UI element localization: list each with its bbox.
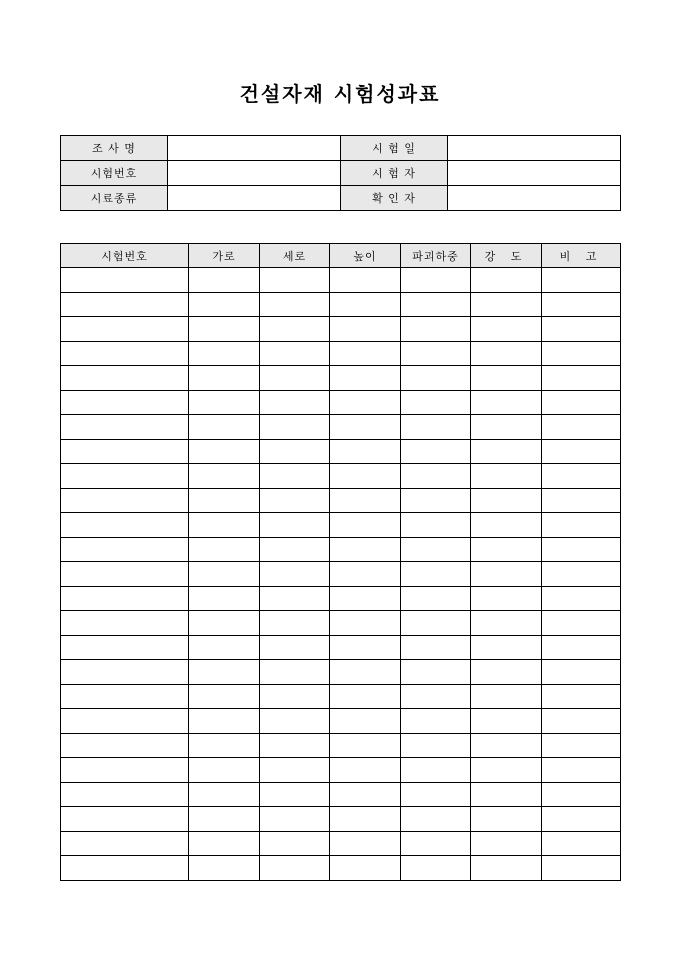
table-cell[interactable] [471, 317, 542, 342]
table-cell[interactable] [471, 488, 542, 513]
table-cell[interactable] [401, 635, 471, 660]
table-cell[interactable] [542, 317, 621, 342]
table-cell[interactable] [542, 856, 621, 881]
table-cell[interactable] [471, 684, 542, 709]
table-row [61, 292, 621, 317]
table-cell[interactable] [189, 415, 260, 440]
table-cell[interactable] [401, 856, 471, 881]
table-cell[interactable] [401, 341, 471, 366]
table-cell[interactable] [189, 464, 260, 489]
table-cell[interactable] [471, 807, 542, 832]
table-cell[interactable] [401, 464, 471, 489]
table-cell[interactable] [330, 611, 401, 636]
table-cell[interactable] [330, 390, 401, 415]
table-cell[interactable] [401, 831, 471, 856]
table-cell[interactable] [61, 660, 189, 685]
table-cell[interactable] [189, 831, 260, 856]
table-cell[interactable] [260, 733, 330, 758]
table-cell[interactable] [260, 390, 330, 415]
survey-name-field[interactable] [168, 136, 341, 161]
table-cell[interactable] [189, 635, 260, 660]
table-cell[interactable] [542, 390, 621, 415]
table-cell[interactable] [542, 758, 621, 783]
table-cell[interactable] [330, 464, 401, 489]
table-row [61, 611, 621, 636]
table-cell[interactable] [61, 831, 189, 856]
table-cell[interactable] [471, 831, 542, 856]
table-cell[interactable] [471, 660, 542, 685]
table-cell[interactable] [542, 366, 621, 391]
table-cell[interactable] [401, 586, 471, 611]
table-cell[interactable] [260, 268, 330, 293]
table-cell[interactable] [260, 292, 330, 317]
table-cell[interactable] [260, 856, 330, 881]
tester-label: 시 험 자 [341, 161, 448, 186]
column-header-strength: 강 도 [471, 244, 542, 268]
table-cell[interactable] [330, 562, 401, 587]
table-cell[interactable] [471, 709, 542, 734]
table-cell[interactable] [61, 317, 189, 342]
table-row [61, 709, 621, 734]
table-cell[interactable] [189, 537, 260, 562]
table-row [61, 341, 621, 366]
results-header-row [61, 244, 621, 268]
table-cell[interactable] [260, 611, 330, 636]
table-row [61, 488, 621, 513]
results-table [60, 243, 621, 881]
table-cell[interactable] [189, 366, 260, 391]
table-cell[interactable] [61, 292, 189, 317]
table-cell[interactable] [61, 390, 189, 415]
table-cell[interactable] [189, 317, 260, 342]
table-cell[interactable] [189, 782, 260, 807]
table-cell[interactable] [260, 586, 330, 611]
table-cell[interactable] [61, 562, 189, 587]
table-cell[interactable] [542, 464, 621, 489]
table-cell[interactable] [260, 488, 330, 513]
table-cell[interactable] [542, 635, 621, 660]
table-cell[interactable] [330, 709, 401, 734]
table-cell[interactable] [471, 292, 542, 317]
table-cell[interactable] [401, 292, 471, 317]
table-cell[interactable] [330, 856, 401, 881]
table-cell[interactable] [401, 733, 471, 758]
table-cell[interactable] [260, 635, 330, 660]
table-cell[interactable] [189, 513, 260, 538]
table-cell[interactable] [471, 782, 542, 807]
table-cell[interactable] [260, 758, 330, 783]
table-cell[interactable] [260, 464, 330, 489]
table-cell[interactable] [61, 586, 189, 611]
sample-type-field[interactable] [168, 186, 341, 211]
table-cell[interactable] [471, 733, 542, 758]
table-cell[interactable] [61, 635, 189, 660]
table-cell[interactable] [260, 513, 330, 538]
table-cell[interactable] [401, 415, 471, 440]
table-cell[interactable] [189, 562, 260, 587]
table-cell[interactable] [542, 562, 621, 587]
table-cell[interactable] [401, 709, 471, 734]
table-cell[interactable] [61, 807, 189, 832]
table-cell[interactable] [542, 733, 621, 758]
table-cell[interactable] [330, 807, 401, 832]
table-cell[interactable] [471, 341, 542, 366]
table-cell[interactable] [471, 513, 542, 538]
table-row [61, 635, 621, 660]
test-number-field[interactable] [168, 161, 341, 186]
table-cell[interactable] [330, 415, 401, 440]
table-cell[interactable] [189, 807, 260, 832]
table-cell[interactable] [260, 439, 330, 464]
table-cell[interactable] [260, 782, 330, 807]
table-cell[interactable] [401, 366, 471, 391]
table-cell[interactable] [330, 831, 401, 856]
table-cell[interactable] [260, 684, 330, 709]
table-cell[interactable] [61, 733, 189, 758]
table-row [61, 268, 621, 293]
table-cell[interactable] [401, 562, 471, 587]
table-cell[interactable] [330, 268, 401, 293]
table-cell[interactable] [61, 415, 189, 440]
table-cell[interactable] [542, 782, 621, 807]
table-cell[interactable] [260, 537, 330, 562]
tester-field[interactable] [448, 161, 621, 186]
table-cell[interactable] [189, 341, 260, 366]
table-cell[interactable] [401, 660, 471, 685]
column-header-remarks: 비 고 [542, 244, 621, 268]
test-number-label: 시험번호 [61, 161, 168, 186]
table-row [61, 586, 621, 611]
test-date-label: 시 험 일 [341, 136, 448, 161]
table-row [61, 390, 621, 415]
table-cell[interactable] [330, 341, 401, 366]
table-cell[interactable] [471, 464, 542, 489]
table-cell[interactable] [330, 488, 401, 513]
table-cell[interactable] [260, 415, 330, 440]
table-cell[interactable] [330, 733, 401, 758]
table-cell[interactable] [61, 366, 189, 391]
table-cell[interactable] [330, 366, 401, 391]
table-row [61, 660, 621, 685]
table-cell[interactable] [189, 758, 260, 783]
table-row [61, 758, 621, 783]
table-cell[interactable] [401, 807, 471, 832]
table-row [61, 684, 621, 709]
table-cell[interactable] [330, 758, 401, 783]
test-date-field[interactable] [448, 136, 621, 161]
table-cell[interactable] [542, 341, 621, 366]
table-cell[interactable] [542, 831, 621, 856]
confirmer-label: 확 인 자 [341, 186, 448, 211]
table-cell[interactable] [330, 660, 401, 685]
column-header-breaking-load: 파괴하중 [401, 244, 471, 268]
table-cell[interactable] [61, 439, 189, 464]
table-cell[interactable] [401, 317, 471, 342]
table-row [61, 831, 621, 856]
table-cell[interactable] [189, 856, 260, 881]
sample-type-label: 시료종류 [61, 186, 168, 211]
table-cell[interactable] [542, 660, 621, 685]
table-cell[interactable] [471, 390, 542, 415]
table-row [61, 782, 621, 807]
table-cell[interactable] [401, 488, 471, 513]
table-cell[interactable] [61, 684, 189, 709]
table-cell[interactable] [260, 562, 330, 587]
table-cell[interactable] [542, 488, 621, 513]
table-cell[interactable] [189, 292, 260, 317]
table-cell[interactable] [189, 611, 260, 636]
table-cell[interactable] [330, 635, 401, 660]
confirmer-field[interactable] [448, 186, 621, 211]
table-row [61, 807, 621, 832]
column-header-length: 세로 [260, 244, 330, 268]
table-cell[interactable] [330, 684, 401, 709]
table-cell[interactable] [471, 586, 542, 611]
table-cell[interactable] [61, 464, 189, 489]
table-cell[interactable] [401, 758, 471, 783]
table-cell[interactable] [471, 415, 542, 440]
table-cell[interactable] [61, 513, 189, 538]
table-row [61, 562, 621, 587]
table-cell[interactable] [401, 513, 471, 538]
table-cell[interactable] [189, 709, 260, 734]
table-row [61, 415, 621, 440]
column-header-width: 가로 [189, 244, 260, 268]
table-cell[interactable] [189, 733, 260, 758]
table-row [61, 439, 621, 464]
table-cell[interactable] [189, 684, 260, 709]
table-cell[interactable] [260, 317, 330, 342]
table-cell[interactable] [61, 268, 189, 293]
table-row [61, 537, 621, 562]
table-cell[interactable] [471, 562, 542, 587]
table-cell[interactable] [61, 758, 189, 783]
table-cell[interactable] [61, 537, 189, 562]
table-cell[interactable] [260, 709, 330, 734]
table-cell[interactable] [61, 709, 189, 734]
table-cell[interactable] [61, 341, 189, 366]
table-row [61, 513, 621, 538]
table-row [61, 733, 621, 758]
table-cell[interactable] [189, 268, 260, 293]
table-cell[interactable] [61, 782, 189, 807]
table-cell[interactable] [471, 758, 542, 783]
table-cell[interactable] [330, 317, 401, 342]
table-cell[interactable] [330, 586, 401, 611]
table-cell[interactable] [189, 439, 260, 464]
column-header-height: 높이 [330, 244, 401, 268]
table-cell[interactable] [471, 611, 542, 636]
table-cell[interactable] [260, 366, 330, 391]
table-cell[interactable] [330, 537, 401, 562]
table-cell[interactable] [471, 439, 542, 464]
table-cell[interactable] [189, 488, 260, 513]
table-row [61, 856, 621, 881]
table-cell[interactable] [260, 807, 330, 832]
table-cell[interactable] [189, 390, 260, 415]
table-cell[interactable] [401, 537, 471, 562]
table-cell[interactable] [260, 341, 330, 366]
table-cell[interactable] [401, 390, 471, 415]
table-cell[interactable] [401, 684, 471, 709]
table-cell[interactable] [189, 586, 260, 611]
document-title: 건설자재 시험성과표 [239, 82, 441, 106]
table-cell[interactable] [542, 513, 621, 538]
table-cell[interactable] [401, 782, 471, 807]
info-table [60, 135, 621, 211]
table-cell[interactable] [189, 660, 260, 685]
table-cell[interactable] [542, 611, 621, 636]
table-cell[interactable] [471, 635, 542, 660]
table-cell[interactable] [542, 537, 621, 562]
table-cell[interactable] [61, 488, 189, 513]
table-cell[interactable] [471, 366, 542, 391]
table-cell[interactable] [61, 856, 189, 881]
table-cell[interactable] [542, 268, 621, 293]
table-cell[interactable] [330, 782, 401, 807]
table-cell[interactable] [542, 586, 621, 611]
table-cell[interactable] [401, 611, 471, 636]
table-cell[interactable] [542, 415, 621, 440]
table-cell[interactable] [471, 537, 542, 562]
results-body [61, 268, 621, 881]
table-row [61, 317, 621, 342]
table-cell[interactable] [401, 268, 471, 293]
survey-name-label: 조 사 명 [61, 136, 168, 161]
table-cell[interactable] [542, 292, 621, 317]
table-cell[interactable] [471, 268, 542, 293]
table-cell[interactable] [401, 439, 471, 464]
column-header-test-number: 시험번호 [61, 244, 189, 268]
table-cell[interactable] [542, 807, 621, 832]
table-cell[interactable] [542, 684, 621, 709]
table-cell[interactable] [330, 439, 401, 464]
table-cell[interactable] [542, 709, 621, 734]
table-cell[interactable] [542, 439, 621, 464]
table-cell[interactable] [471, 856, 542, 881]
table-cell[interactable] [260, 660, 330, 685]
table-row [61, 464, 621, 489]
table-cell[interactable] [260, 831, 330, 856]
table-row [61, 366, 621, 391]
table-cell[interactable] [330, 513, 401, 538]
table-cell[interactable] [330, 292, 401, 317]
table-cell[interactable] [61, 611, 189, 636]
